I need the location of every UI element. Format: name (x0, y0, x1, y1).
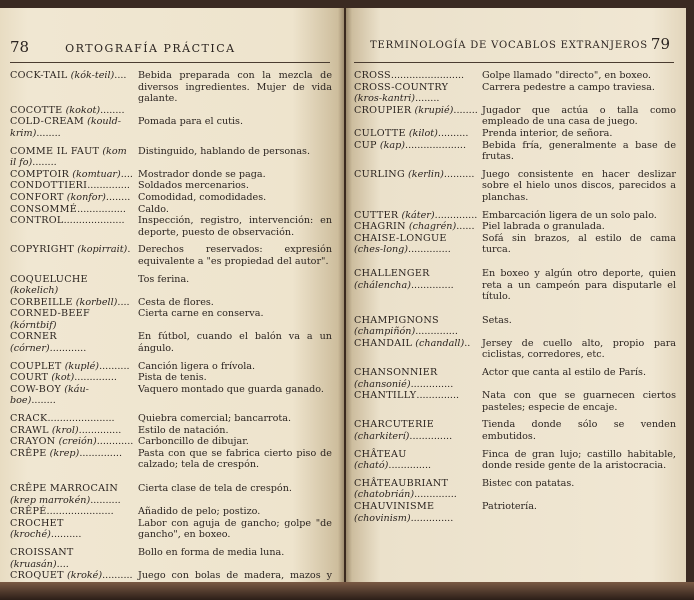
pronunciation: (champiñón) (354, 326, 416, 338)
entry-row (354, 315, 676, 338)
entry-term (354, 338, 482, 361)
entry-definition (138, 105, 332, 117)
pronunciation: (kros-kantri) (354, 93, 416, 105)
pronunciation: (krol) (51, 424, 79, 436)
leader-dots: .......... (102, 570, 133, 582)
pronunciation: (kopirrait) (77, 244, 128, 256)
entry-row (10, 308, 332, 331)
pronunciation: (kók-teil) (70, 70, 115, 81)
book-gutter (338, 8, 352, 582)
entry-term (10, 483, 138, 506)
entry-term (354, 367, 482, 390)
headword: CONSOMMÉ (10, 203, 78, 215)
headword: COUPLET (10, 360, 62, 372)
headword: CRÊPÉ (10, 506, 47, 518)
entry-row (10, 70, 332, 105)
entry-row (10, 180, 332, 192)
entry-definition: Derechos reservados: expresión equivalente a "es propiedad del autor". (138, 244, 332, 267)
headword: COURT (10, 372, 49, 384)
headword: COCK-TAIL (10, 70, 68, 81)
pronunciation: (kap) (379, 139, 406, 151)
header-rule (10, 62, 330, 63)
leader-dots: .......... (50, 529, 82, 541)
entry-row (10, 192, 332, 204)
entry-definition: En fútbol, cuando el balón va a un ángulo. (138, 331, 332, 355)
entry-row (354, 367, 676, 390)
entry-term (10, 180, 138, 192)
entry-definition: Juego consistente en hacer deslizar sobre el hielo unos discos, parecidos a planchas. (482, 168, 676, 203)
entry-definition: Soldados mercenarios. (138, 180, 249, 192)
entry-definition: Jugador que actúa o talla como empleado de una casa de juego. (482, 104, 676, 128)
entry-row (354, 501, 676, 524)
entry-definition: Golpe llamado "directo", en boxeo. (482, 70, 651, 81)
pronunciation: (krep marrokén) (10, 494, 91, 506)
entry-definition: Comodidad, comodidades. (138, 191, 267, 203)
leader-dots: ........ (100, 104, 125, 116)
headword: COMME IL FAUT (10, 145, 100, 157)
entry-definition: Labor con aguja de gancho; golpe "de gancho", en boxeo. (138, 517, 332, 541)
pronunciation: (kokot) (65, 104, 101, 116)
entry-list (10, 70, 332, 593)
entry-row (354, 128, 676, 140)
entry-term (10, 204, 138, 216)
headword: CORNED-BEEF (10, 308, 90, 320)
entry-definition: Cierta clase de tela de crespón. (138, 483, 292, 494)
leader-dots: .............. (408, 244, 451, 256)
headword: CROISSANT (10, 546, 74, 558)
pronunciation: (krupié) (414, 104, 454, 116)
leader-dots: .... (120, 168, 133, 180)
entry-row (10, 169, 332, 181)
leader-dots: .............. (414, 489, 457, 501)
entry-row (10, 436, 332, 448)
leader-dots: .............. (410, 378, 454, 390)
entry-term (10, 518, 138, 541)
leader-dots: ...................... (47, 413, 115, 425)
entry-row (10, 297, 332, 309)
headword: CHARCUTERIE (354, 419, 435, 431)
entry-row (10, 331, 332, 354)
entry-term (10, 274, 138, 297)
headword: CRAYON (10, 436, 56, 448)
headword: COPYRIGHT (10, 244, 75, 256)
entry-term (10, 297, 138, 309)
entry-term (354, 210, 482, 222)
headword: CHAGRIN (354, 221, 406, 233)
pronunciation: (konfor) (66, 191, 106, 203)
headword: CRACK (10, 413, 48, 425)
pronunciation: (cható) (354, 460, 389, 472)
pronunciation: (kokelich) (10, 285, 59, 297)
pronunciation: (chovinism) (354, 512, 411, 524)
entry-term (354, 82, 482, 105)
entry-definition: Estilo de natación. (138, 424, 229, 436)
leader-dots: .............. (78, 424, 122, 436)
entry-row (354, 82, 676, 105)
left-page-header (10, 38, 236, 56)
entry-definition: Pista de tenis. (138, 372, 207, 384)
entry-term (10, 425, 138, 437)
entry-row (354, 338, 676, 361)
headword: CULOTTE (354, 127, 406, 139)
leader-dots: .............. (410, 279, 454, 291)
entry-row (354, 210, 676, 222)
leader-dots: ........ (36, 127, 61, 139)
entry-row (10, 448, 332, 471)
leader-dots: ........................ (390, 70, 465, 81)
entry-row (354, 390, 676, 413)
entry-definition: Caldo. (138, 203, 169, 215)
leader-dots: ........ (453, 104, 478, 116)
pronunciation: (kerlin) (408, 168, 444, 180)
headword: COW-BOY (10, 383, 62, 395)
entry-row (10, 518, 332, 541)
entry-term (10, 308, 138, 331)
pronunciation: (chálencha) (354, 279, 411, 291)
headword: CORBEILLE (10, 296, 73, 308)
entry-definition: Distinguido, hablando de personas. (138, 145, 311, 157)
leader-dots: .............. (409, 431, 453, 443)
page-number: 78 (10, 38, 30, 56)
leader-dots: .............. (74, 372, 117, 384)
pronunciation: (komtuar) (72, 168, 121, 180)
entry-term (354, 419, 482, 442)
entry-term (10, 105, 138, 117)
headword: CHANSONNIER (354, 367, 438, 379)
entry-row (354, 268, 676, 303)
pronunciation: (kuplé) (64, 360, 100, 372)
entry-definition: Inspección, registro, intervención: en deporte, puesto de observación. (138, 215, 332, 238)
leader-dots: .............. (79, 447, 123, 459)
entry-definition: Cierta carne en conserva. (138, 308, 264, 320)
pronunciation: (kilot) (408, 127, 438, 139)
leader-dots: .............. (416, 390, 460, 402)
entry-term (354, 169, 482, 204)
entry-term (10, 169, 138, 181)
entry-term (10, 448, 138, 471)
entry-row (10, 413, 332, 425)
entry-term (354, 70, 482, 82)
entry-term (354, 105, 482, 128)
entry-row (354, 478, 676, 501)
entry-term (354, 268, 482, 303)
entry-term (10, 547, 138, 570)
entry-term (10, 436, 138, 448)
entry-definition: Bistec con patatas. (482, 477, 575, 489)
pronunciation: (kould-krim) (10, 116, 122, 139)
entry-term (10, 413, 138, 425)
headword: CHALLENGER (354, 267, 430, 279)
entry-term (354, 233, 482, 256)
headword: CUTTER (354, 209, 399, 221)
pronunciation: (charkiterí) (354, 431, 410, 443)
pronunciation: (ches-long) (354, 244, 409, 256)
entry-definition: Nata con que se guarnecen ciertos pasteles; especie de encaje. (482, 390, 676, 413)
entry-row (354, 140, 676, 163)
headword: CHANTILLY (354, 390, 417, 402)
leader-dots: .................... (63, 215, 125, 227)
running-head: ORTOGRAFÍA PRÁCTICA (65, 42, 236, 55)
entry-definition: Cesta de flores. (138, 296, 214, 308)
leader-dots: . (127, 244, 131, 256)
pronunciation: (kom il fo) (10, 145, 127, 169)
pronunciation: (creión) (58, 436, 97, 448)
leader-dots: ........ (105, 191, 131, 203)
headword: CORNER (10, 331, 57, 343)
leader-dots: .... (114, 70, 127, 81)
entry-term (10, 192, 138, 204)
right-page-header (370, 35, 670, 53)
entry-term (10, 506, 138, 518)
entry-term (10, 146, 138, 169)
leader-dots: .............. (415, 326, 458, 338)
entry-definition: Patriotería. (482, 501, 537, 512)
leader-dots: .......... (90, 494, 121, 506)
headword: CROUPIER (354, 104, 412, 116)
entry-definition: Bebida fría, generalmente a base de frutas. (482, 139, 676, 163)
entry-definition: Jersey de cuello alto, propio para ciclistas, corredores, etc. (482, 337, 676, 361)
entry-definition: Prenda interior, de señora. (482, 127, 613, 139)
headword: CHÂTEAUBRIANT (354, 477, 449, 489)
entry-definition: Embarcación ligera de un solo palo. (482, 209, 657, 221)
leader-dots: ........ (32, 157, 57, 169)
entry-row (10, 204, 332, 216)
entry-term (354, 128, 482, 140)
pronunciation: (kroché) (10, 529, 51, 541)
entry-row (10, 146, 332, 169)
entry-definition: Piel labrada o granulada. (482, 221, 605, 233)
headword: CROQUET (10, 570, 64, 582)
entry-definition: Setas. (482, 314, 512, 326)
entry-definition: En boxeo y algún otro deporte, quien reta a un campeón para disputarle el título. (482, 267, 676, 303)
entry-row (10, 384, 332, 407)
leader-dots: .............. (434, 209, 478, 221)
headword: CUP (354, 139, 377, 151)
entry-term (10, 331, 138, 354)
leader-dots: ............ (96, 436, 134, 448)
headword: CROCHET (10, 517, 64, 529)
entry-term (10, 116, 138, 139)
headword: CRÊPE MARROCAIN (10, 483, 119, 494)
leader-dots: .... (117, 296, 130, 308)
leader-dots: .......... (437, 127, 469, 139)
pronunciation: (korbell) (75, 296, 118, 308)
entry-definition: Finca de gran lujo; castillo habitable, donde reside gente de la aristocracia. (482, 448, 676, 472)
entry-definition: Carboncillo de dibujar. (138, 436, 249, 448)
leader-dots: ...................... (46, 506, 114, 518)
entry-row (354, 233, 676, 256)
entry-term (10, 215, 138, 238)
headword: CURLING (354, 168, 405, 180)
entry-term (10, 70, 138, 105)
headword: CONFORT (10, 191, 64, 203)
entry-definition: Juego con bolas de madera, mazos y (138, 570, 332, 582)
pronunciation: (káter) (401, 209, 435, 221)
headword: CONTROL (10, 215, 64, 227)
entry-row (10, 116, 332, 139)
entry-row (10, 372, 332, 384)
entry-row (10, 244, 332, 267)
leader-dots: .................... (405, 139, 467, 151)
leader-dots: ........ (415, 93, 440, 105)
entry-row (354, 419, 676, 442)
header-rule (354, 62, 674, 63)
running-head: TERMINOLOGÍA DE VOCABLOS EXTRANJEROS (370, 40, 648, 51)
pronunciation: (chansonié) (354, 378, 411, 390)
pronunciation: (córner) (10, 343, 50, 355)
entry-row (354, 105, 676, 128)
entry-term (354, 315, 482, 338)
headword: CHAMPIGNONS (354, 314, 439, 326)
book-cover-edge (0, 582, 694, 600)
pronunciation: (kot) (51, 372, 75, 384)
entry-term (10, 244, 138, 267)
entry-row (354, 449, 676, 472)
entry-definition: Tienda donde sólo se venden embutidos. (482, 419, 676, 443)
entry-definition: Mostrador donde se paga. (138, 168, 266, 180)
headword: COQUELUCHE (10, 273, 88, 285)
entry-term (354, 390, 482, 413)
entry-term (354, 221, 482, 233)
pronunciation: (kroké) (66, 570, 103, 582)
headword: COMPTOIR (10, 168, 70, 180)
headword: COLD-CREAM (10, 116, 85, 128)
entry-row (354, 70, 676, 82)
entry-row (10, 547, 332, 570)
entry-term (354, 501, 482, 524)
entry-definition: Sofá sin brazos, al estilo de cama turca. (482, 232, 676, 256)
leader-dots: ............ (49, 343, 87, 355)
pronunciation: (chandall) (415, 337, 465, 349)
pronunciation: (chatobrián) (354, 489, 415, 501)
entry-definition: Vaquero montado que guarda ganado. (138, 383, 324, 395)
leader-dots: ...... (456, 221, 475, 233)
leader-dots: .............. (87, 180, 130, 192)
headword: CHAISE-LONGUE (354, 232, 447, 244)
entry-term (354, 140, 482, 163)
headword: CROSS (354, 70, 391, 81)
pronunciation: (kruasán) (10, 558, 57, 570)
left-page (0, 8, 344, 582)
leader-dots: ................ (77, 203, 126, 215)
entry-row (10, 425, 332, 437)
leader-dots: .............. (388, 460, 432, 472)
entry-definition: Tos ferina. (138, 273, 190, 285)
headword: CROSS-COUNTRY (354, 81, 449, 93)
entry-row (354, 169, 676, 204)
entry-term (10, 361, 138, 373)
entry-definition: Canción ligera o frívola. (138, 360, 256, 372)
headword: CRAWL (10, 424, 49, 436)
headword: CHANDAIL (354, 337, 413, 349)
entry-term (10, 384, 138, 407)
headword: CONDOTTIERI (10, 180, 88, 192)
headword: COCOTTE (10, 104, 63, 116)
leader-dots: .. (464, 337, 471, 349)
headword: CHAUVINISME (354, 501, 435, 512)
entry-definition: Pomada para el cutis. (138, 116, 244, 128)
page-number: 79 (650, 35, 670, 53)
entry-list (354, 70, 676, 524)
entry-row (10, 105, 332, 117)
leader-dots: .......... (99, 360, 130, 372)
pronunciation: (káu-boe) (10, 383, 89, 407)
entry-definition: Añadido de pelo; postizo. (138, 506, 261, 518)
entry-row (10, 361, 332, 373)
leader-dots: .... (56, 558, 69, 570)
entry-row (10, 215, 332, 238)
entry-term (354, 449, 482, 472)
entry-row (10, 483, 332, 506)
entry-definition: Pasta con que se fabrica cierto piso de calzado; tela de crespón. (138, 447, 332, 471)
right-page (346, 8, 686, 582)
leader-dots: .............. (410, 512, 454, 524)
entry-definition: Actor que canta al estilo de París. (482, 367, 647, 379)
pronunciation: (kórntbif) (10, 319, 57, 331)
entry-row (10, 274, 332, 297)
entry-term (354, 478, 482, 501)
leader-dots: .......... (443, 168, 475, 180)
entry-definition: Quiebra comercial; bancarrota. (138, 413, 292, 425)
entry-row (10, 506, 332, 518)
pronunciation: (krep) (49, 447, 80, 459)
headword: CRÊPE (10, 447, 47, 459)
pronunciation: (chagrén) (408, 221, 457, 233)
leader-dots: ........ (31, 395, 56, 407)
headword: CHÂTEAU (354, 448, 407, 460)
entry-definition: Bebida preparada con la mezcla de diversos ingredientes. Mujer de vida galante. (138, 70, 332, 105)
entry-term (10, 372, 138, 384)
entry-definition: Bollo en forma de media luna. (138, 546, 285, 558)
entry-definition: Carrera pedestre a campo traviesa. (482, 81, 655, 93)
entry-row (354, 221, 676, 233)
